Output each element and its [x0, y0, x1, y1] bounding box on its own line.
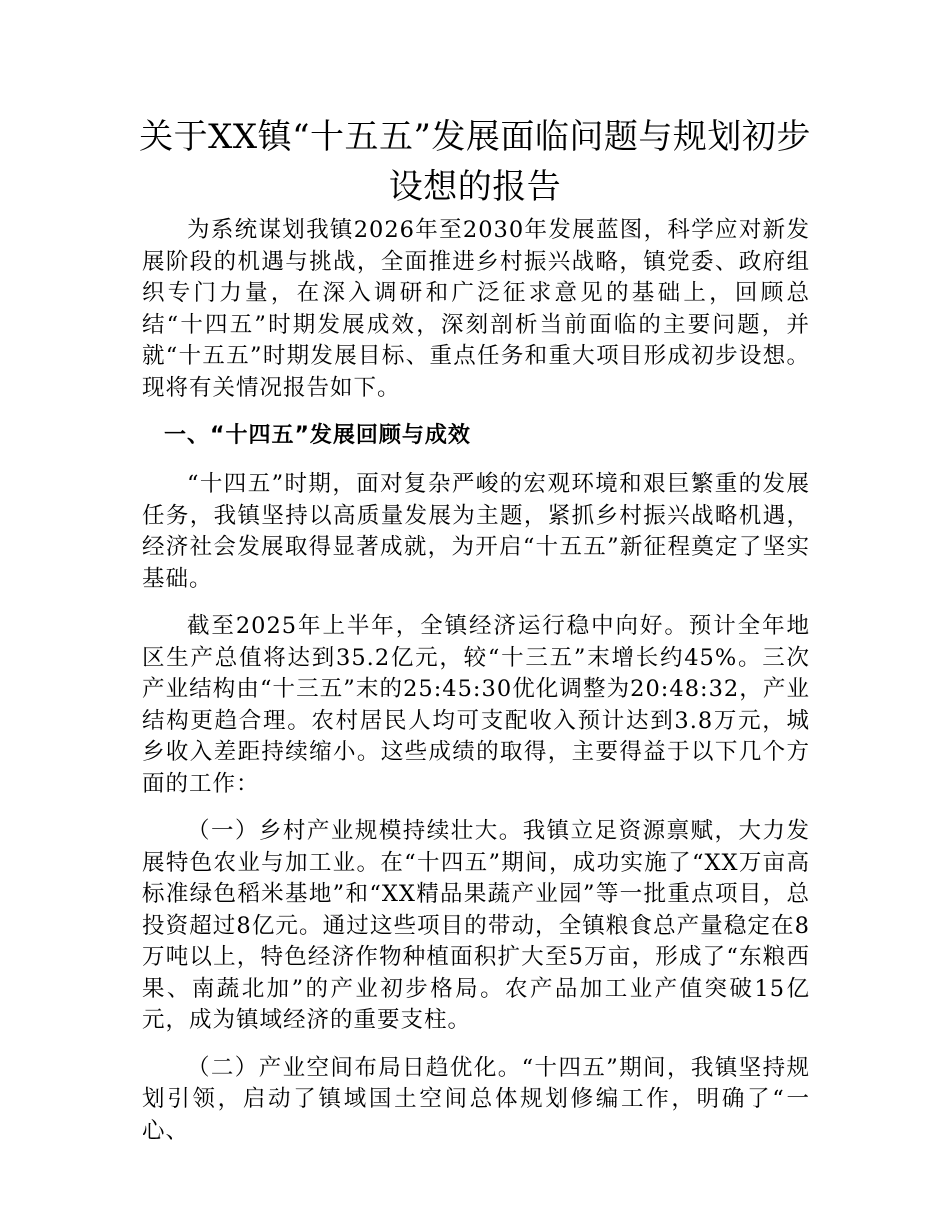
document-body [142, 215, 810, 1163]
section1-paragraph-1: “十四五”时期，面对复杂严峻的宏观环境和艰巨繁重的发展任务，我镇坚持以高质量发展为主题，紧抓乡村振兴战略机遇，经济社会发展取得显著成就，为开启“十五五”新征程奠定了坚实基础。 [142, 471, 810, 592]
list-item-1 [142, 816, 810, 1037]
list-item-1-text: 我镇立足资源禀赋，大力发展特色农业与加工业。在“十四五”期间，成功实施了“XX万亩高标准绿色稻米基地”和“XX精品果蔬产业园”等一批重点项目，总投资超过8亿元。通过这些项目的带动，全镇粮食总产量稳定在8万吨以上，特色经济作物种植面积扩大至5万亩，形成了“东粮西果、南蔬北加”的产业初步格局。农产品加工业产值突破15亿元，成为镇域经济的重要支柱。 [142, 818, 810, 1033]
document-title: 关于XX镇“十五五”发展面临问题与规划初步设想的报告 [139, 117, 811, 207]
list-item-2-text: “十四五”期间，我镇坚持规划引领，启动了镇域国土空间总体规划修编工作，明确了“一心、 [142, 1054, 810, 1144]
intro-paragraph: 为系统谋划我镇2026年至2030年发展蓝图，科学应对新发展阶段的机遇与挑战，全面推进乡村振兴战略，镇党委、政府组织专门力量，在深入调研和广泛征求意见的基础上，回顾总结“十四五”时期发展成效，深刻剖析当前面临的主要问题，并就“十五五”时期发展目标、重点任务和重大项目形成初步设想。现将有关情况报告如下。 [142, 217, 810, 401]
list-item-2 [142, 1053, 810, 1148]
list-item-1-lead: （一）乡村产业规模持续壮大。 [187, 818, 523, 844]
list-item-2-lead: （二）产业空间布局日趋优化。 [187, 1054, 522, 1081]
section1-paragraph-2: 截至2025年上半年，全镇经济运行稳中向好。预计全年地区生产总值将达到35.2亿元，较“十三五”末增长约45%。三次产业结构由“十三五”末的25:45:30优化调整为20:48:32，产业结构更趋合理。农村居民人均可支配收入预计达到3.8万元，城乡收入差距持续缩小。这些成绩的取得，主要得益于以下几个方面的工作： [142, 613, 810, 797]
section-heading-1: 一、“十四五”发展回顾与成效 [164, 423, 471, 448]
